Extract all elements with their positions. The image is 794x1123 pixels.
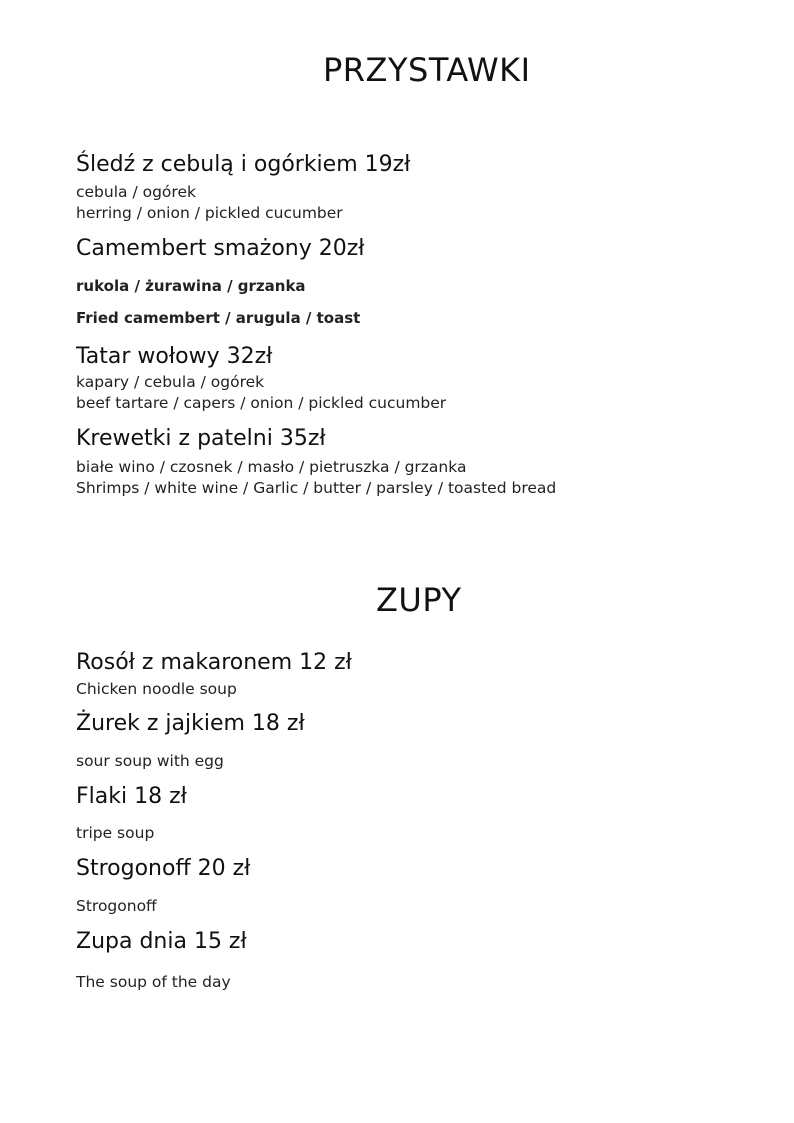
dish-desc-zurek: sour soup with egg	[76, 752, 224, 770]
dish-name-flaki: Flaki 18 zł	[76, 784, 187, 809]
dish-desc-flaki: tripe soup	[76, 824, 155, 842]
dish-name-tatar: Tatar wołowy 32zł	[76, 344, 273, 369]
dish-desc-sledz-pl: cebula / ogórek	[76, 183, 196, 201]
dish-name-krewetki: Krewetki z patelni 35zł	[76, 426, 326, 451]
dish-desc-tatar-en: beef tartare / capers / onion / pickled cucumber	[76, 394, 447, 412]
dish-desc-rosol: Chicken noodle soup	[76, 680, 237, 698]
section-title-zupy: ZUPY	[376, 581, 462, 619]
dish-desc-camembert-en: Fried camembert / arugula / toast	[76, 309, 361, 327]
dish-desc-tatar-pl: kapary / cebula / ogórek	[76, 373, 265, 391]
dish-name-zurek: Żurek z jajkiem 18 zł	[76, 711, 305, 736]
dish-desc-sledz-en: herring / onion / pickled cucumber	[76, 204, 343, 222]
dish-desc-krewetki-pl: białe wino / czosnek / masło / pietruszka / grzanka	[76, 458, 467, 476]
dish-desc-camembert-pl: rukola / żurawina / grzanka	[76, 277, 306, 295]
dish-name-sledz: Śledź z cebulą i ogórkiem 19zł	[76, 152, 411, 177]
dish-name-rosol: Rosół z makaronem 12 zł	[76, 650, 352, 675]
section-title-przystawki: PRZYSTAWKI	[323, 51, 531, 89]
dish-name-zupa-dnia: Zupa dnia 15 zł	[76, 929, 247, 954]
dish-name-camembert: Camembert smażony 20zł	[76, 236, 365, 261]
dish-desc-zupa-dnia: The soup of the day	[76, 973, 231, 991]
dish-desc-strogonoff: Strogonoff	[76, 897, 157, 915]
dish-desc-krewetki-en: Shrimps / white wine / Garlic / butter / parsley / toasted bread	[76, 479, 557, 497]
dish-name-strogonoff: Strogonoff 20 zł	[76, 856, 251, 881]
